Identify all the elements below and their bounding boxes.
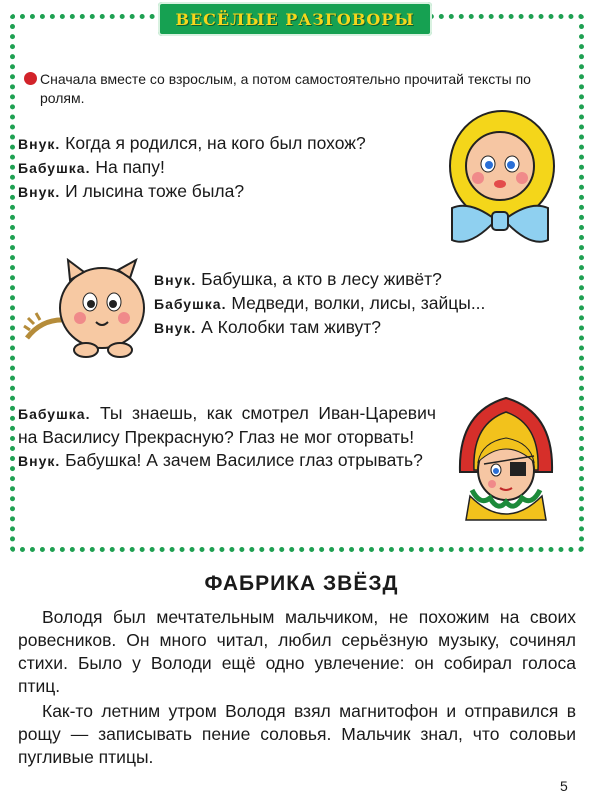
speaker-label: Внук	[154, 272, 192, 288]
story-paragraph: Володя был мечтательным мальчиком, не похожим на своих ровесников. Он много читал, любил серьёзную музыку, сочинял стихи. Было у Володи ещё одно увлечение: он собирал голоса птиц.	[18, 607, 576, 696]
speaker-label: Бабушка	[154, 296, 222, 312]
line-text: На папу!	[95, 157, 165, 177]
speaker-label: Бабушка	[18, 406, 86, 422]
baby-illustration	[440, 108, 558, 256]
dialogue-line: Бабушка. Ты знаешь, как смотрел Иван-Царевич на Василису Прекрасную? Глаз не мог оторвать!	[18, 403, 436, 447]
line-text: Когда я родился, на кого был похож?	[65, 133, 366, 153]
dialogue-line: Внук. Когда я родился, на кого был похож?	[18, 133, 366, 153]
line-text: И лысина тоже была?	[65, 181, 245, 201]
line-text: Бабушка, а кто в лесу живёт?	[201, 269, 442, 289]
speaker-label: Внук	[18, 453, 56, 469]
story-body	[18, 606, 576, 771]
dialogue-line: Внук. А Колобки там живут?	[154, 317, 382, 337]
section-banner	[158, 2, 432, 36]
line-text: Медведи, волки, лисы, зайцы...	[231, 293, 486, 313]
section-banner-title: ВЕСЁЛЫЕ РАЗГОВОРЫ	[175, 9, 415, 29]
page-number: 5	[560, 778, 568, 794]
line-text: А Колобки там живут?	[201, 317, 382, 337]
speaker-label: Бабушка	[18, 160, 86, 176]
story-paragraph: Как-то летним утром Володя взял магнитофон и отправился в рощу — записывать пение соловья. Мальчик знал, что соловьи пугливые птицы.	[18, 701, 576, 767]
dialogue-1	[18, 132, 438, 204]
dialogue-3	[18, 402, 436, 473]
story-title: ФАБРИКА ЗВЁЗД	[204, 572, 399, 595]
speaker-label: Внук	[18, 136, 56, 152]
speaker-label: Внук	[154, 320, 192, 336]
dialogue-line: Внук. Бабушка! А зачем Василисе глаз отрывать?	[18, 450, 423, 470]
tsarevna-illustration	[450, 392, 562, 522]
dialogue-2	[154, 268, 544, 340]
line-text: Бабушка! А зачем Василисе глаз отрывать?	[65, 450, 423, 470]
dialogue-line: Внук. Бабушка, а кто в лесу живёт?	[154, 269, 442, 289]
line-text: Ты знаешь, как смотрел Иван-Царевич на Василису Прекрасную? Глаз не мог оторвать!	[18, 403, 436, 447]
dialogue-line: Бабушка. Медведи, волки, лисы, зайцы...	[154, 293, 486, 313]
kolobok-illustration	[22, 258, 157, 368]
dialogue-line: Бабушка. На папу!	[18, 157, 165, 177]
instruction-text: Сначала вместе со взрослым, а потом самостоятельно прочитай тексты по ролям.	[40, 71, 531, 106]
dialogue-line: Внук. И лысина тоже была?	[18, 181, 245, 201]
bullet-icon	[24, 72, 37, 85]
speaker-label: Внук	[18, 184, 56, 200]
